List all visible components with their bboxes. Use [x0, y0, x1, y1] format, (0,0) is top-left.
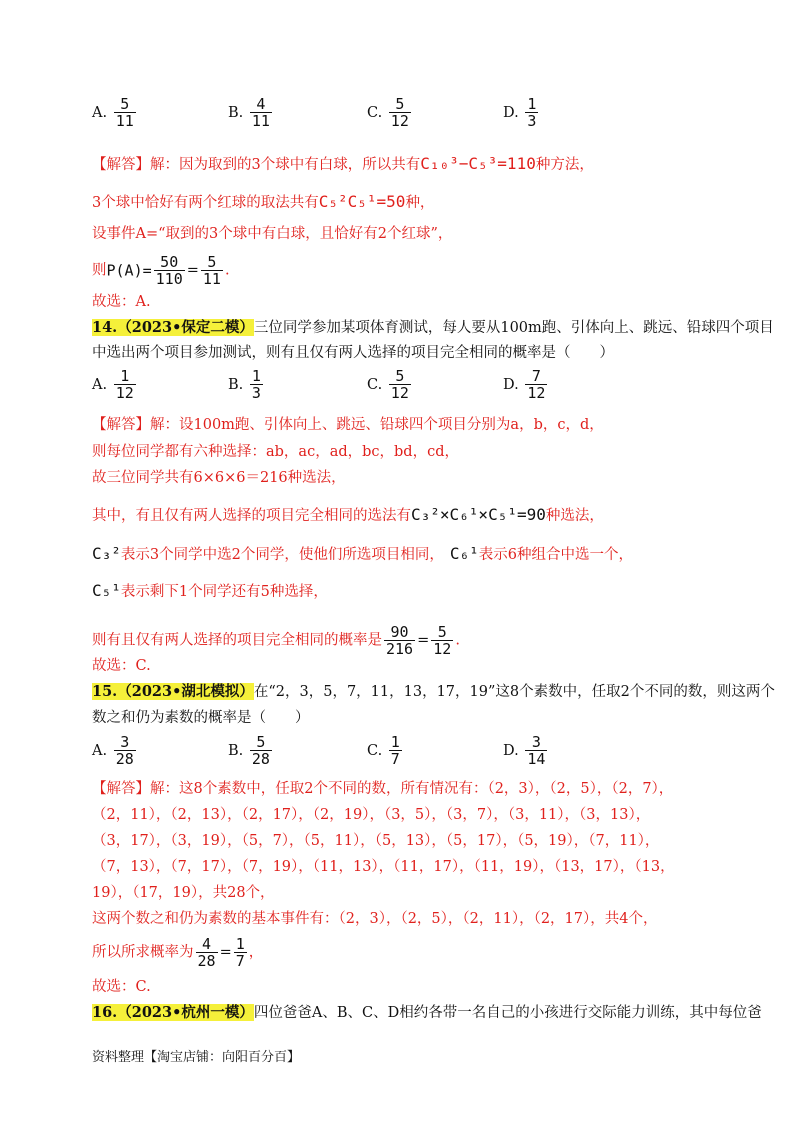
- formula: P(A)=: [106, 261, 152, 280]
- option-label: B.: [228, 376, 244, 393]
- q15-solution-line7: [92, 936, 263, 969]
- option-label: C.: [367, 376, 383, 393]
- denominator: 12: [527, 384, 546, 402]
- q14-option-c: [367, 368, 413, 401]
- denominator: 216: [386, 640, 414, 658]
- q13-option-b: [228, 96, 274, 129]
- text: 解：因为取到的3个球中有白球，所以共有: [150, 157, 421, 173]
- q14-solution-line2: 则每位同学都有六种选择：ab，ac，ad，bc，bd，cd，: [92, 444, 459, 460]
- option-label: A.: [92, 104, 108, 121]
- q13-solution-line3: 设事件A=“取到的3个球中有白球，且恰好有2个红球”，: [92, 226, 453, 242]
- q14-solution-line4: [92, 506, 604, 525]
- numerator: 1: [251, 367, 261, 385]
- q14-option-d: [503, 368, 549, 401]
- denominator: 12: [433, 640, 452, 658]
- option-label: D.: [503, 742, 519, 759]
- q14-option-b: [228, 368, 265, 401]
- q15-stem-line1: [92, 683, 775, 701]
- q13-solution-line4: [92, 254, 230, 287]
- q13-conclusion: 故选：A.: [92, 294, 151, 310]
- text: =: [219, 944, 232, 961]
- text: 在“2，3，5，7，11，13，17，19”这8个素数中，任取2个不同的数，则这两个: [253, 684, 775, 700]
- numerator: 90: [390, 623, 409, 641]
- text: 解：设100m跑、引体向上、跳远、铅球四个项目分别为a，b，c，d，: [150, 417, 604, 433]
- q14-stem-line2: 中选出两个项目参加测试，则有且仅有两人选择的项目完全相同的概率是（ ）: [92, 345, 614, 361]
- text: =: [186, 262, 199, 279]
- q15-solution-line6: 这两个数之和仍为素数的基本事件有：（2，3），（2，5），（2，11），（2，17），共4个，: [92, 911, 658, 927]
- q14-stem-line1: [92, 319, 774, 337]
- footer-credit: 资料整理【淘宝店铺：向阳百分百】: [92, 1050, 301, 1065]
- q15-solution-line4: （7，13），（7，17），（7，19），（11，13），（11，17），（11，19），（13，17），（13，: [92, 859, 675, 875]
- denominator: 11: [115, 112, 134, 130]
- denominator: 12: [390, 112, 409, 130]
- numerator: 5: [256, 733, 266, 751]
- numerator: 4: [202, 935, 212, 953]
- q13-solution-line1: [92, 155, 594, 174]
- option-label: A.: [92, 376, 108, 393]
- q13-solution-line2: [92, 193, 434, 212]
- q14-conclusion: 故选：C.: [92, 658, 151, 674]
- question-number: 15.: [92, 683, 118, 700]
- text: 表示6种组合中选一个，: [478, 547, 633, 563]
- denominator: 12: [390, 384, 409, 402]
- q15-solution-line3: （3，17），（3，19），（5，7），（5，11），（5，13），（5，17），（5，19），（7，11），: [92, 833, 660, 849]
- text: 四位爸爸A、B、C、D相约各带一名自己的小孩进行交际能力训练，其中每位爸: [253, 1005, 762, 1021]
- text: =: [417, 632, 430, 649]
- q15-solution-line1: [92, 780, 673, 798]
- q14-solution-line5: [92, 545, 633, 564]
- option-label: B.: [228, 104, 244, 121]
- formula: C₃²: [92, 544, 121, 563]
- denominator: 28: [197, 952, 216, 970]
- answer-heading: 【解答】: [92, 157, 150, 173]
- option-label: D.: [503, 104, 519, 121]
- numerator: 5: [437, 623, 447, 641]
- numerator: 50: [160, 253, 179, 271]
- question-number: 16.: [92, 1004, 118, 1021]
- denominator: 28: [115, 750, 134, 768]
- formula: C₆¹: [449, 544, 479, 563]
- q15-option-d: [503, 734, 549, 767]
- denominator: 110: [155, 270, 183, 288]
- q14-solution-line6: [92, 582, 328, 601]
- denominator: 11: [202, 270, 221, 288]
- denominator: 28: [251, 750, 270, 768]
- text: .: [224, 262, 230, 279]
- text: 所以所求概率为: [92, 944, 194, 961]
- q14-solution-line7: [92, 624, 460, 657]
- q14-solution-line1: [92, 416, 604, 434]
- q16-stem-line1: [92, 1004, 762, 1022]
- source-tag: （2023•保定二模）: [117, 319, 254, 336]
- denominator: 3: [251, 384, 261, 402]
- q15-stem-line2: 数之和仍为素数的概率是（ ）: [92, 710, 310, 726]
- numerator: 7: [531, 367, 541, 385]
- text: 则: [92, 262, 107, 279]
- text: 解：这8个素数中，任取2个不同的数，所有情况有：（2，3），（2，5），（2，7），: [150, 781, 674, 797]
- numerator: 5: [207, 253, 217, 271]
- text: 三位同学参加某项体育测试，每人要从100m跑、引体向上、跳远、铅球四个项目: [253, 320, 774, 336]
- option-label: C.: [367, 742, 383, 759]
- q14-solution-line3: 故三位同学共有6×6×6＝216种选法，: [92, 470, 346, 486]
- text: 表示3个同学中选2个同学，使他们所选项目相同，: [120, 547, 444, 563]
- formula: C₅²C₅¹=50: [318, 192, 406, 211]
- text: 种选法，: [545, 508, 604, 524]
- answer-heading: 【解答】: [92, 781, 150, 797]
- text: 表示剩下1个同学还有5种选择，: [120, 584, 328, 600]
- source-tag: （2023•杭州一模）: [117, 1004, 254, 1021]
- numerator: 3: [120, 733, 130, 751]
- text: .: [455, 632, 460, 649]
- denominator: 14: [527, 750, 546, 768]
- text: 3个球中恰好有两个红球的取法共有: [92, 195, 319, 211]
- text: 种方法，: [535, 157, 594, 173]
- option-label: C.: [367, 104, 383, 121]
- answer-heading: 【解答】: [92, 417, 150, 433]
- option-label: A.: [92, 742, 108, 759]
- numerator: 3: [531, 733, 541, 751]
- text: 种，: [405, 195, 435, 211]
- q15-solution-line2: （2，11），（2，13），（2，17），（2，19），（3，5），（3，7），（3，11），（3，13），: [92, 807, 651, 823]
- option-label: D.: [503, 376, 519, 393]
- text: 其中，有且仅有两人选择的项目完全相同的选法有: [92, 508, 411, 524]
- formula: C₅¹: [92, 581, 121, 600]
- q14-option-a: [92, 368, 138, 401]
- denominator: 3: [527, 112, 537, 130]
- numerator: 1: [390, 733, 400, 751]
- text: ，: [248, 944, 264, 961]
- q13-option-c: [367, 96, 413, 129]
- question-number: 14.: [92, 319, 118, 336]
- numerator: 1: [235, 935, 245, 953]
- numerator: 4: [256, 95, 266, 113]
- numerator: 5: [395, 95, 405, 113]
- numerator: 1: [527, 95, 537, 113]
- option-label: B.: [228, 742, 244, 759]
- q15-option-b: [228, 734, 274, 767]
- formula: C₃²×C₆¹×C₅¹=90: [411, 505, 546, 524]
- q15-option-a: [92, 734, 138, 767]
- text: 则有且仅有两人选择的项目完全相同的概率是: [92, 632, 382, 649]
- q15-solution-line5: 19），（17，19），共28个，: [92, 885, 275, 901]
- q15-option-c: [367, 734, 404, 767]
- numerator: 5: [395, 367, 405, 385]
- q15-conclusion: 故选：C.: [92, 979, 151, 995]
- denominator: 12: [115, 384, 134, 402]
- formula: C₁₀³−C₅³=110: [420, 154, 536, 173]
- numerator: 5: [120, 95, 130, 113]
- q13-option-d: [503, 96, 540, 129]
- denominator: 11: [251, 112, 270, 130]
- source-tag: （2023•湖北模拟）: [117, 683, 254, 700]
- numerator: 1: [120, 367, 130, 385]
- denominator: 7: [235, 952, 245, 970]
- denominator: 7: [390, 750, 400, 768]
- q13-option-a: [92, 96, 138, 129]
